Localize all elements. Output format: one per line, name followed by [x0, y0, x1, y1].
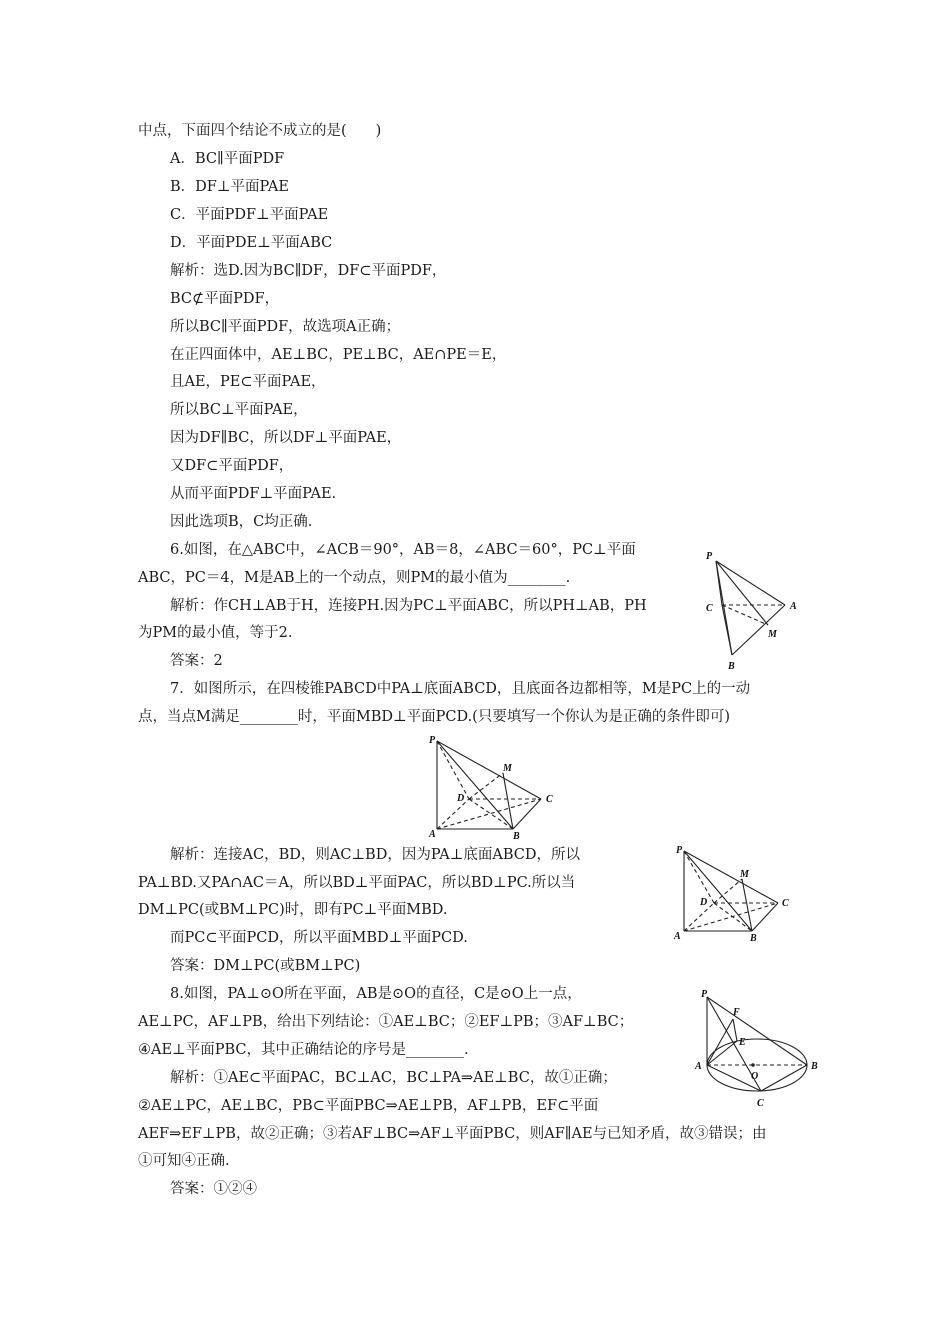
label-b: B — [513, 831, 520, 841]
text-line: 所以BC∥平面PDF，故选项A正确； — [170, 319, 401, 335]
text-line: BC⊄平面PDF， — [170, 291, 280, 307]
question-8: 8.如图，PA⊥⊙O所在平面，AB是⊙O的直径，C是⊙O上一点， — [170, 986, 582, 1002]
figure-q6 — [700, 545, 810, 675]
label-b: B — [728, 661, 735, 672]
label-a: A — [674, 931, 681, 942]
text-line: 且AE，PE⊂平面PAE， — [170, 374, 326, 390]
answer-6: 答案：2 — [170, 653, 223, 669]
figure-q7-svg — [425, 733, 565, 841]
label-b: B — [750, 933, 757, 944]
text-line: DM⊥PC(或BM⊥PC)时，即有PC⊥平面MBD. — [138, 902, 448, 918]
label-d: D — [457, 793, 465, 804]
label-f: F — [733, 1007, 740, 1018]
label-m: M — [503, 763, 512, 774]
center-point — [751, 1063, 755, 1067]
label-c: C — [546, 794, 553, 805]
text-line: 解析：作CH⊥AB于H，连接PH.因为PC⊥平面ABC，所以PH⊥AB，PH — [170, 598, 647, 614]
question-7: 7．如图所示，在四棱锥PABCD中PA⊥底面ABCD，且底面各边都相等，M是PC上的一动 — [170, 681, 751, 697]
text-line: ①可知④正确. — [138, 1153, 230, 1169]
figure-q8-svg — [695, 985, 825, 1113]
text-line: 点，当点M满足________时，平面MBD⊥平面PCD.(只要填写一个你认为是正确的条件即可) — [138, 709, 730, 725]
text-line: 又DF⊂平面PDF， — [170, 458, 294, 474]
label-p: P — [676, 845, 683, 856]
label-e: E — [739, 1037, 746, 1048]
text-line: 解析：连接AC，BD，则AC⊥BD，因为PA⊥底面ABCD，所以 — [170, 847, 580, 863]
option-b: B．DF⊥平面PAE — [170, 179, 289, 195]
text-line: 在正四面体中，AE⊥BC，PE⊥BC，AE∩PE＝E， — [170, 347, 507, 363]
label-a: A — [695, 1061, 702, 1072]
label-d: D — [700, 897, 708, 908]
figure-q6-svg — [700, 545, 810, 675]
label-b: B — [811, 1061, 818, 1072]
label-a: A — [790, 601, 797, 612]
figure-q8 — [695, 985, 825, 1113]
label-m: M — [740, 869, 749, 880]
text-line: ABC，PC＝4，M是AB上的一个动点，则PM的最小值为________. — [138, 570, 571, 586]
option-c: C．平面PDF⊥平面PAE — [170, 207, 329, 223]
label-c: C — [782, 898, 789, 909]
text-line: 解析：选D.因为BC∥DF，DF⊂平面PDF， — [170, 263, 447, 279]
text-line: 因为DF∥BC，所以DF⊥平面PAE， — [170, 430, 402, 446]
label-m: M — [768, 629, 777, 640]
label-p: P — [706, 551, 713, 562]
label-o: O — [751, 1071, 759, 1082]
figure-q7 — [425, 733, 565, 841]
option-d: D．平面PDE⊥平面ABC — [170, 235, 333, 251]
text-line: AEF⇒EF⊥PB，故②正确；③若AF⊥BC⇒AF⊥平面PBC，则AF∥AE与已知矛盾，故③错误；由 — [138, 1126, 767, 1142]
text-line: 为PM的最小值，等于2. — [138, 625, 293, 641]
text-line: ④AE⊥平面PBC，其中正确结论的序号是________. — [138, 1042, 469, 1058]
text-line: ②AE⊥PC，AE⊥BC，PB⊂平面PBC⇒AE⊥PB，AF⊥PB，EF⊂平面 — [138, 1098, 599, 1114]
text-line: 解析：①AE⊂平面PAC，BC⊥AC，BC⊥PA⇒AE⊥BC，故①正确； — [170, 1070, 617, 1086]
label-c: C — [757, 1098, 764, 1109]
question-6: 6.如图，在△ABC中，∠ACB＝90°，AB＝8，∠ABC＝60°，PC⊥平面 — [170, 542, 636, 558]
figure-q7-solution-svg — [670, 841, 800, 947]
option-a: A．BC∥平面PDF — [170, 151, 285, 167]
label-c: C — [706, 603, 713, 614]
figure-q7-solution — [670, 841, 800, 947]
text-line: 因此选项B，C均正确. — [170, 514, 313, 530]
text-line: 中点，下面四个结论不成立的是( ) — [138, 123, 382, 139]
text-line: PA⊥BD.又PA∩AC＝A，所以BD⊥平面PAC，所以BD⊥PC.所以当 — [138, 875, 576, 891]
answer-8: 答案：①②④ — [170, 1181, 257, 1197]
text-line: 而PC⊂平面PCD，所以平面MBD⊥平面PCD. — [170, 930, 468, 946]
label-p: P — [701, 989, 708, 1000]
text-line: 从而平面PDF⊥平面PAE. — [170, 486, 337, 502]
text-line: 所以BC⊥平面PAE， — [170, 402, 308, 418]
text-line: AE⊥PC，AF⊥PB，给出下列结论：①AE⊥BC；②EF⊥PB；③AF⊥BC； — [138, 1014, 634, 1030]
answer-7: 答案：DM⊥PC(或BM⊥PC) — [170, 958, 361, 974]
label-p: P — [429, 735, 436, 746]
label-a: A — [429, 829, 436, 840]
